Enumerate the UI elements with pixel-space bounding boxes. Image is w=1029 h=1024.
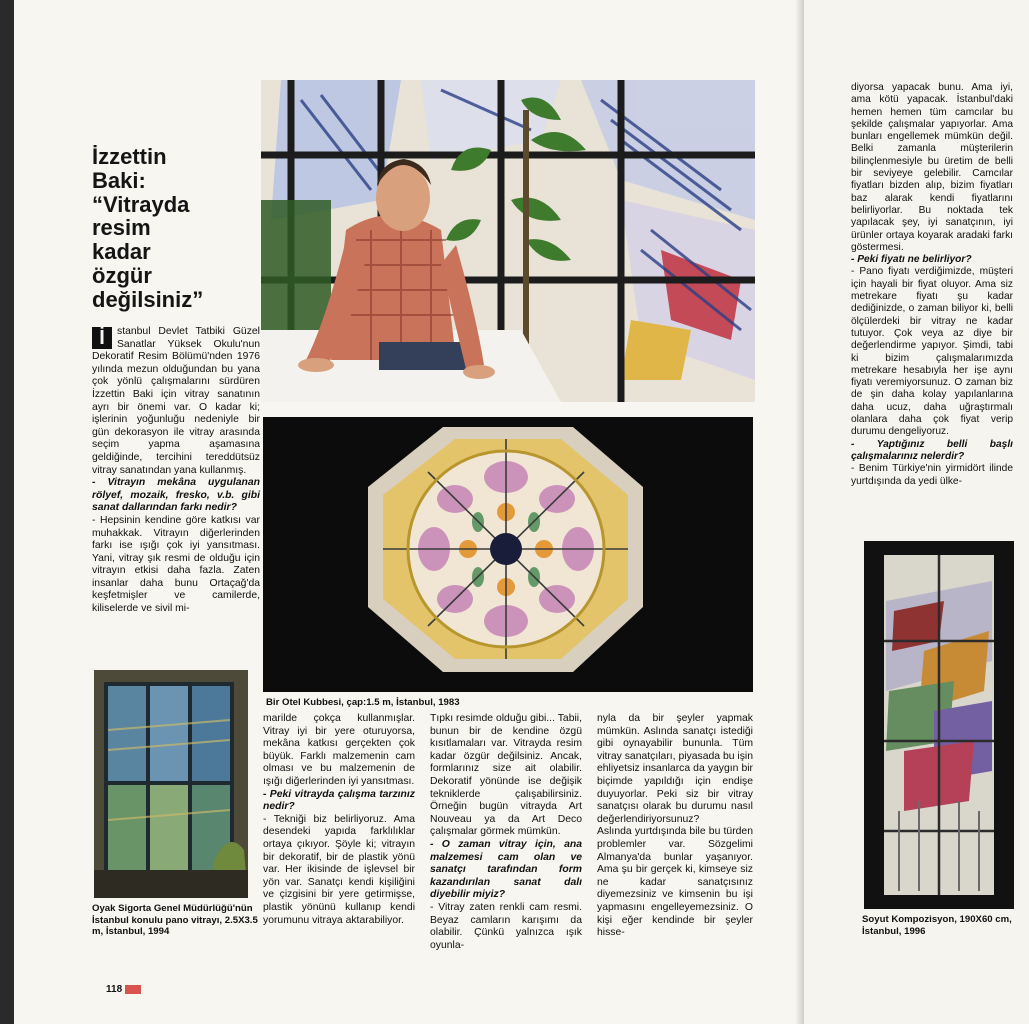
question: - Peki fiyatı ne belirliyor? [851,254,972,266]
title-line: kadar [92,239,151,265]
answer: marilde çokça kullanmışlar. Vitray iyi bir yere oturuyorsa, mekâna katkısı gerçekten çok büyük. Farklı malzemenin cam olması ve bu malzemenin de ışığı diğerlerinden iyi yansıtması. [263,713,415,787]
answer: diyorsa yapacak bunu. Ama iyi, ama kötü yapacak. İstanbul'daki hemen hemen tüm camcılar bu şekilde çalışmalar yapıyorlar. Ama bunları engellemek mümkün değil. Belki zamanla müşterilerin bilinçlenmesiyle bu üretim de belli bir seviyeye gelebilir. Camcılar fiyatları bizden alıp, bizim fiyatları baz alarak kendi fiyatlarını belirliyorlar. Bu noktada tek yapılacak şey, iyi sanatçının, iyi ürünler ortaya koyarak aradaki farkı göstermesi. [851,82,1013,253]
question: - Yaptığınız belli başlı çalışmalarınız nelerdir? [851,438,1013,462]
answer: - Vitray zaten renkli cam resmi. Beyaz camların karışımı da olabilir. Çünkü yalnızca ışık oyunla- [430,901,582,951]
text-column-3 [430,713,582,952]
question: - O zaman vitray için, ana malzemesi cam olan ve sanatçı tarafından form kazandırılan sanat dalı diyebilir miyiz? [430,838,582,901]
title-line: değilsiniz” [92,286,204,312]
panel-left-caption: Oyak Sigorta Genel Müdürlüğü'nün İstanbul konulu pano vitrayı, 2.5X3.5 m, İstanbul, 1994 [92,903,258,937]
panel-photo-right [864,541,1014,909]
dome-photo [263,417,753,692]
text-column-1 [92,326,260,616]
dome-illustration [263,417,753,692]
answer: - Pano fiyatı verdiğimizde, müşteri için hayali bir fiyat oluyor. Ama siz metrekare fiyatı şu kadar dediğinizde, o zaman biliyor ki, belli ölçülerdeki bir vitray ne kadar tutuyor. Çok veya az diye bir değerlendirme yapıyor. Şimdi, tabi ki bizim çalışmalarımızda metrekare hesabıyla her işe aynı fiyatı veremiyorsunuz. O zaman biz de şin daha kolay yapılanlarına daha ucuz, daha uğraştırmalı olanlara daha çok fiyat verip durumu dengeliyoruz. [851,266,1013,438]
panel-right-illustration [864,541,1014,909]
right-page [804,0,1029,1024]
title-line: resim [92,215,151,241]
portrait-photo [261,80,755,402]
text-column-right [851,82,1013,488]
panel-left-illustration [94,670,248,898]
question: - Vitrayın mekâna uygulanan rölyef, mozaik, fresko, v.b. gibi sanat dallarından farkı nedir? [92,477,260,514]
answer: - Hepsinin kendine göre katkısı var muhakkak. Vitrayın diğerlerinden farkı ise ışığı çok iyi yansıtması. Yani, vitray şık resmi de olduğu için vitrayın etkisi daha fazla. Zaten insanlar daha bunu Ortaçağ'da keşfetmişler ve camilerde, kiliselerde ve sivil mi- [92,514,260,615]
title-line: “Vitrayda [92,191,190,217]
dropcap: İ [92,327,112,349]
portrait-illustration [261,80,755,402]
title-line: Baki: [92,167,146,193]
panel-right-caption: Soyut Kompozisyon, 190X60 cm, İstanbul, 1996 [862,914,1012,937]
text-column-4 [597,713,753,940]
magazine-logo-mark [125,985,141,994]
text-column-2 [263,713,415,927]
panel-photo-left [94,670,248,898]
answer: nyla da bir şeyler yapmak mümkün. Aslında sanatçı istediği gibi oynayabilir bununla. Tüm vitray sanatçıları, piyasada bu işin ehliyetsiz insanlarca da yaygın bir biçimde yapıldığı için endişe duyuyorlar. Peki siz bir vitray sanatçısı olarak bu durumu nasıl değerlendiriyorsunuz? [597,713,753,825]
answer: - Tekniği biz belirliyoruz. Ama desendeki yapıda farklılıklar ortaya çıkıyor. Şöyle ki; vitrayın bir dekoratif, bir de plastik yönü var. Her ikisinde de işlevsel bir yön var. Sanatçı kendi kişiliğini ve çizgisini bir yere getirmişse, plastik yönünü kullanıp kendi yorumunu vitraya aktarabiliyor. [263,813,415,926]
title-line: İzzettin [92,144,167,169]
page-number: 118 [106,984,123,995]
answer: - Benim Türkiye'nin yirmidört ilinde yurtdışında da yedi ülke- [851,463,1013,487]
question: - Peki vitrayda çalışma tarzınız nedir? [263,788,415,813]
answer: Aslında yurtdışında bile bu türden problemler var. Sözgelimi Almanya'da bunlar yaşanıyor. Ama şu bir gerçek ki, kimseye siz ne kadar sanatçısınız diyemezsiniz ve kimsenin bu işi yapmasını engelleyemezsiniz. O kişi eğer kendinde bir şeyler hisse- [597,826,753,939]
dome-caption: Bir Otel Kubbesi, çap:1.5 m, İstanbul, 1983 [266,697,460,708]
article-title [92,145,262,312]
title-line: özgür [92,262,152,288]
left-page [14,0,804,1024]
intro-paragraph: İ stanbul Devlet Tatbiki Güzel Sanatlar Yüksek Okulu'nun Dekoratif Resim Bölümü'nden 1976 yılında mezun olduğundan bu yana çok yönlü çalışmalarını sürdüren İzzettin Baki için vitray sanatının ayrı bir önemi var. O kadar ki; işlerinin yoğunluğu nedeniyle bir gün dekorasyon ile vitray arasında seçim yapma aşamasına geldiğinde, tercihini tereddütsüz vitray sanatından yana kullanmış. [92,326,260,476]
answer: Tıpkı resimde olduğu gibi... Tabii, bunun bir de kendine özgü kısıtlamaları var. Vitrayda resim kadar özgür değilsiniz. Ancak, formlarınız size ait olabilir. Dekoratif yönünde ise değişik tekniklerde çalışabilirsiniz. Örneğin bugün vitrayda Art Nouveau ya da Art Deco çalışmalar görmek mümkün. [430,713,582,838]
